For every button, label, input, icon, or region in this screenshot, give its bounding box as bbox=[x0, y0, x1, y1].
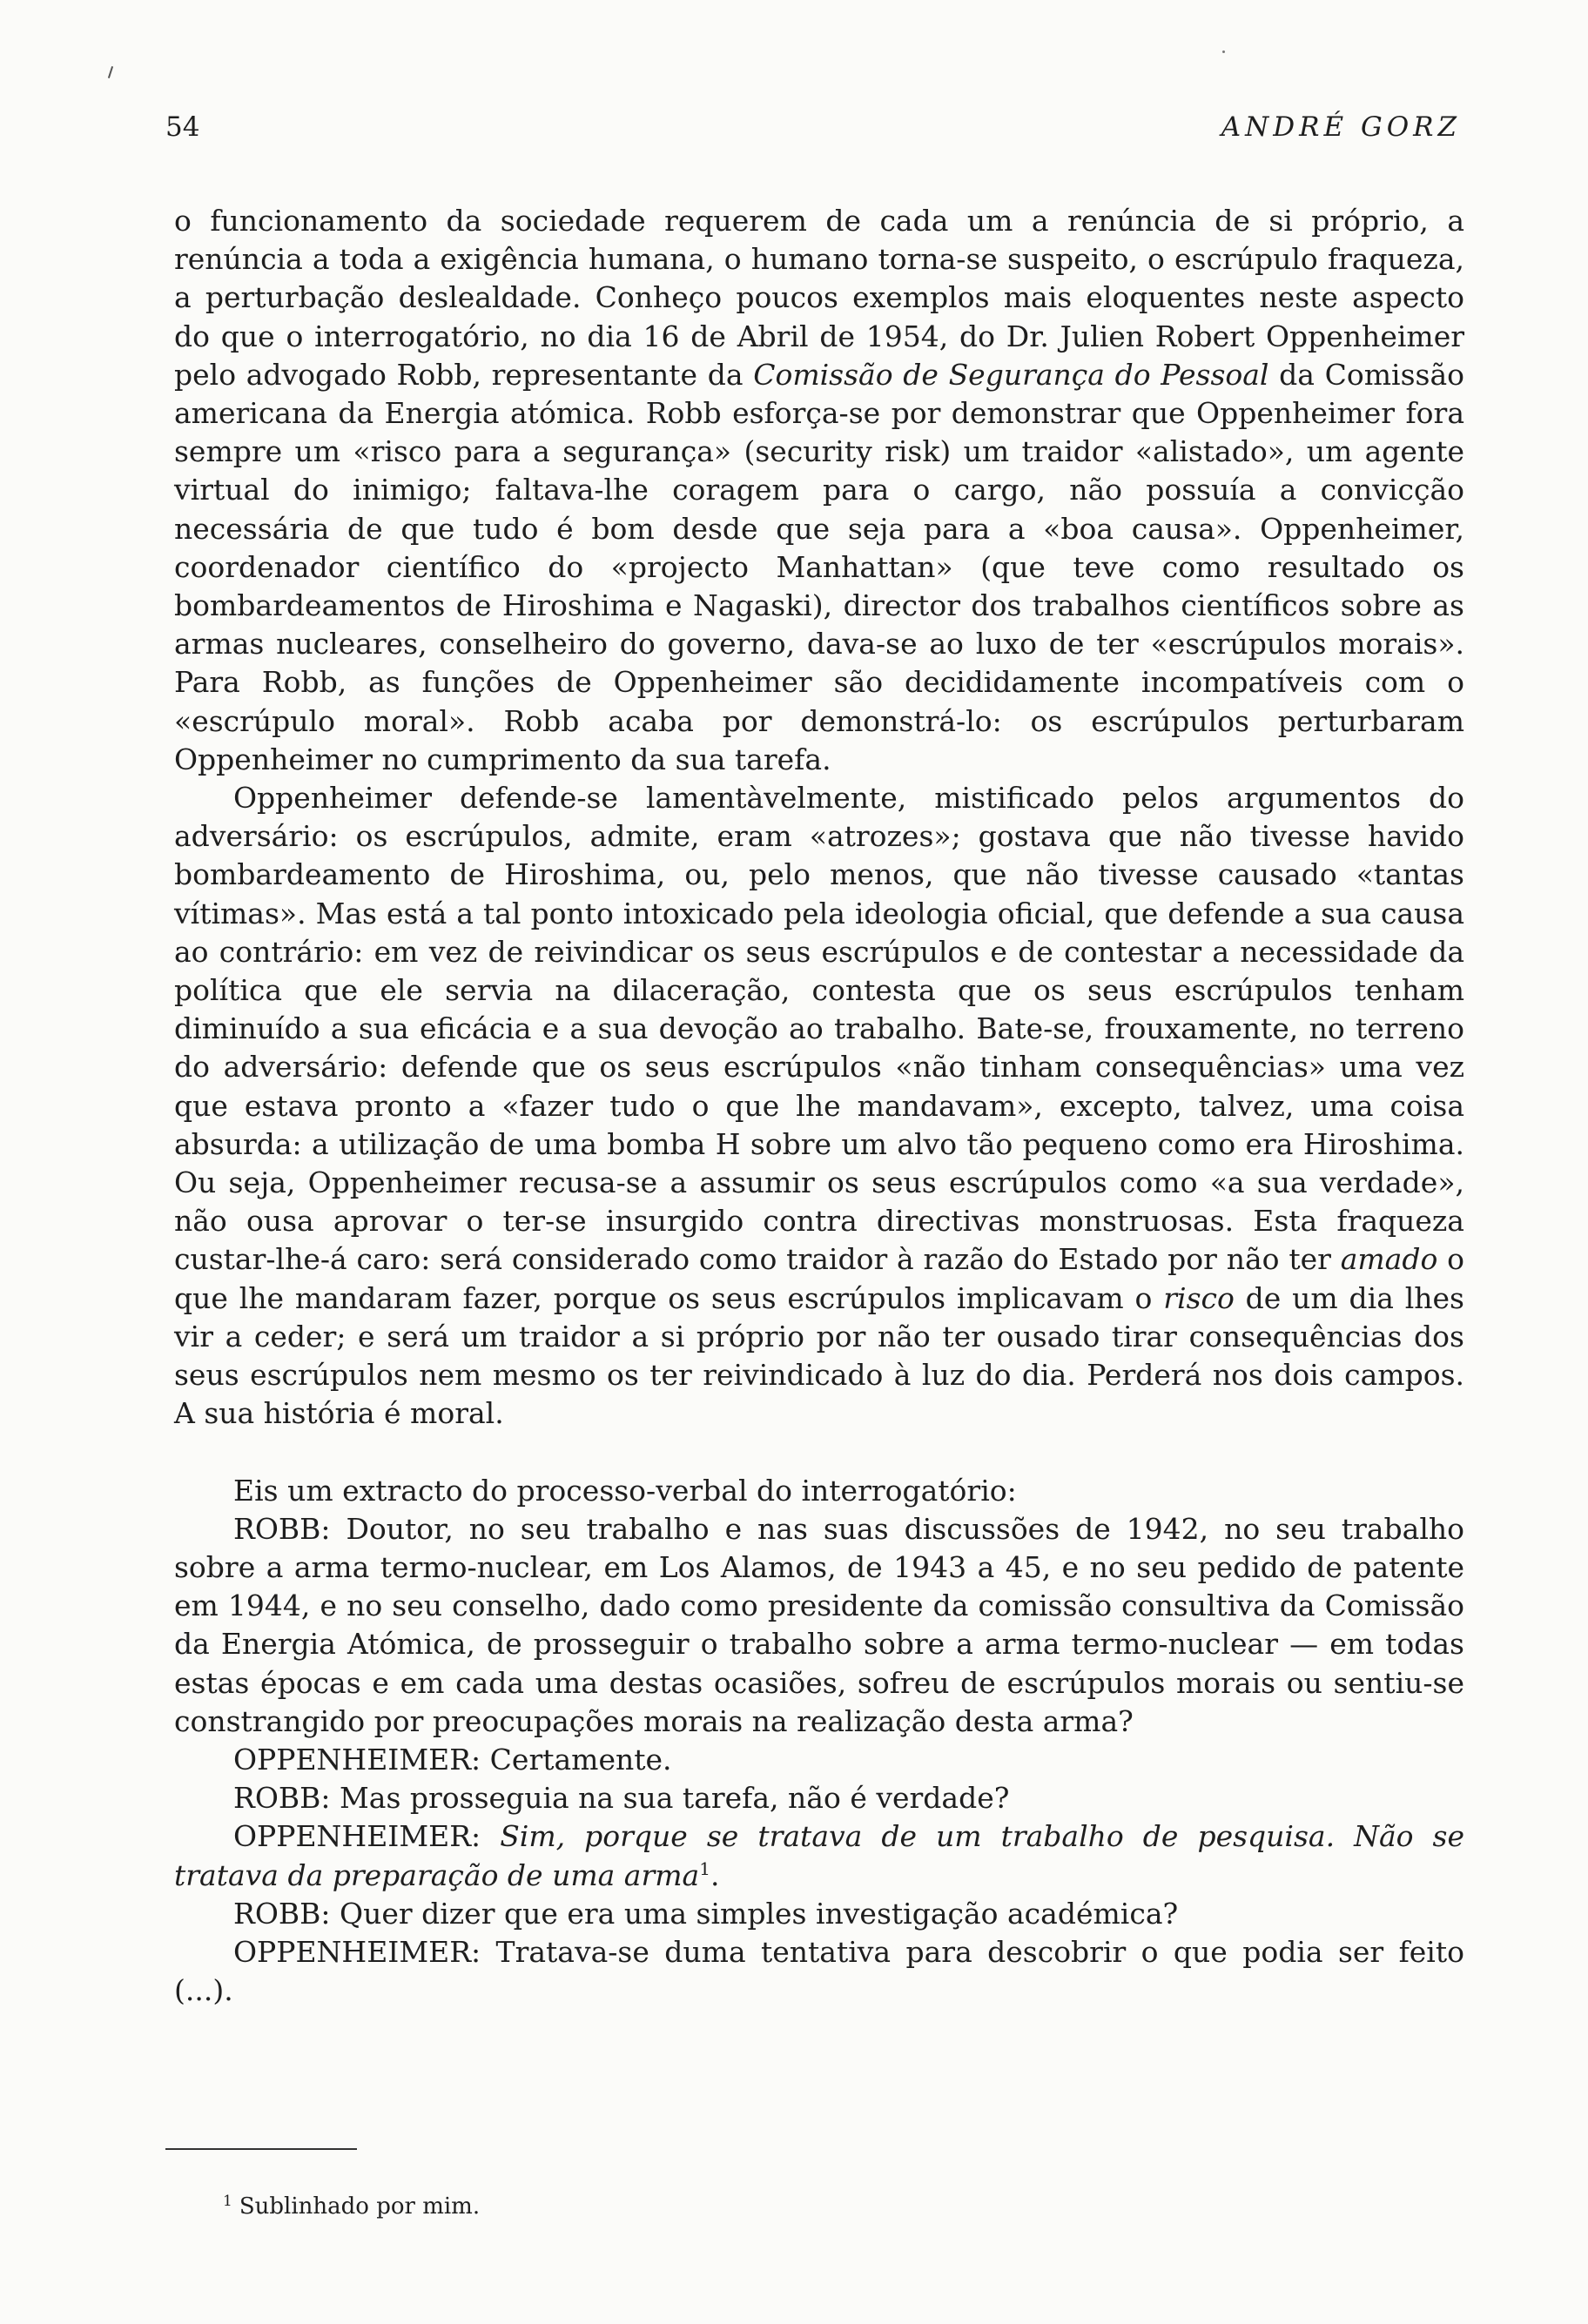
dialogue-oppenheimer-3: OPPENHEIMER: Tratava-se duma tentativa para descobrir o que podia ser feito (...). bbox=[174, 1934, 1464, 2008]
page-header bbox=[165, 111, 1461, 151]
paragraph-1: o funcionamento da sociedade requerem de cada um a renúncia de si próprio, a renúncia a toda a exigência humana, o humano torna-se suspeito, o escrúpulo fraqueza, a perturbação deslealdade. Conheço poucos exemplos mais eloquentes neste aspecto do que o interrogatório, no dia 16 de Abril de 1954, do Dr. Julien Robert Oppenheimer pelo advogado Robb, representante da Comissão de Segurança do Pessoal da Comissão americana da Energia atómica. Robb esforça-se por demonstrar que Oppenheimer fora sempre um «risco para a segurança» (security risk) um traidor «alistado», um agente virtual do inimigo; faltava-lhe coragem para o cargo, não possuía a convicção necessária de que tudo é bom desde que seja para a «boa causa». Oppenheimer, coordenador científico do «projecto Manhattan» (que teve como resultado os bombardeamentos de Hiroshima e Nagaski), director dos trabalhos científicos sobre as armas nucleares, conselheiro do governo, dava-se ao luxo de ter «escrúpulos morais». Para Robb, as funções de Oppenheimer são decididamente incompatíveis com o «escrúpulo moral». Robb acaba por demonstrá-lo: os escrúpulos perturbaram Oppenheimer no cumprimento da sua tarefa. bbox=[174, 204, 1464, 776]
italic-term: Comissão de Segurança do Pessoal bbox=[753, 357, 1269, 392]
paragraph-2: Oppenheimer defende-se lamentàvelmente, mistificado pelos argumentos do adversário: os escrúpulos, admite, eram «atrozes»; gostava que não tivesse havido bombardeamento de Hiroshima, ou, pelo menos, que não tivesse causado «tantas vítimas». Mas está a tal ponto intoxicado pela ideologia oficial, que defende a sua causa ao contrário: em vez de reivindicar os seus escrúpulos e de contestar a necessidade da política que ele servia na dilaceração, contesta que os seus escrúpulos tenham diminuído a sua eficácia e a sua devoção ao trabalho. Bate-se, frouxamente, no terreno do adversário: defende que os seus escrúpulos «não tinham consequências» uma vez que estava pronto a «fazer tudo o que lhe mandavam», excepto, talvez, uma coisa absurda: a utilização de uma bomba H sobre um alvo tão pequeno como era Hiroshima. Ou seja, Oppenheimer recusa-se a assumir os seus escrúpulos como «a sua verdade», não ousa aprovar o ter-se insurgido contra directivas monstruosas. Esta fraqueza custar-lhe-á caro: será considerado como traidor à razão do Estado por não ter amado o que lhe mandaram fazer, porque os seus escrúpulos implicavam o risco de um dia lhes vir a ceder; e será um traidor a si próprio por não ter ousado tirar consequências dos seus escrúpulos nem mesmo os ter reivindicado à luz do dia. Perderá nos dois campos. A sua história é moral. bbox=[174, 781, 1465, 1431]
running-head: ANDRÉ GORZ bbox=[1221, 111, 1461, 143]
paragraph-3: Eis um extracto do processo-verbal do interrogatório: bbox=[233, 1473, 1017, 1508]
italic-quote: Sim, porque se tratava de um trabalho de pesquisa. Não se tratava da preparação de uma arma bbox=[174, 1819, 1464, 1892]
body-text bbox=[174, 202, 1464, 2010]
footnote-marker: 1 bbox=[223, 2193, 232, 2210]
italic-term: amado bbox=[1340, 1242, 1438, 1277]
dialogue-robb-3: ROBB: Quer dizer que era uma simples investigação académica? bbox=[233, 1896, 1179, 1931]
italic-term: risco bbox=[1163, 1280, 1235, 1315]
page-number: 54 bbox=[165, 111, 200, 143]
dialogue-robb-1: ROBB: Doutor, no seu trabalho e nas suas discussões de 1942, no seu trabalho sobre a arma termo-nuclear, em Los Alamos, de 1943 a 45, e no seu pedido de patente em 1944, e no seu conselho, dado como presidente da comissão consultiva da Comissão da Energia Atómica, de prosseguir o trabalho sobre a arma termo-nuclear — em todas estas épocas e em cada uma destas ocasiões, sofreu de escrúpulos morais ou sentiu-se constrangido por preocupações morais na realização desta arma? bbox=[174, 1511, 1464, 1738]
footnote-rule bbox=[165, 2148, 357, 2150]
stray-mark bbox=[108, 66, 113, 78]
footnote-text: Sublinhado por mim. bbox=[239, 2193, 481, 2220]
stray-dot bbox=[1222, 50, 1225, 53]
footnote-ref: 1 bbox=[699, 1857, 710, 1879]
dialogue-robb-2: ROBB: Mas prosseguia na sua tarefa, não é verdade? bbox=[233, 1781, 1010, 1816]
dialogue-oppenheimer-2: OPPENHEIMER: Sim, porque se tratava de um trabalho de pesquisa. Não se tratava da preparação de uma arma$^1$. bbox=[174, 1819, 1464, 1892]
dialogue-oppenheimer-1: OPPENHEIMER: Certamente. bbox=[233, 1742, 672, 1777]
footnote bbox=[223, 2193, 480, 2220]
